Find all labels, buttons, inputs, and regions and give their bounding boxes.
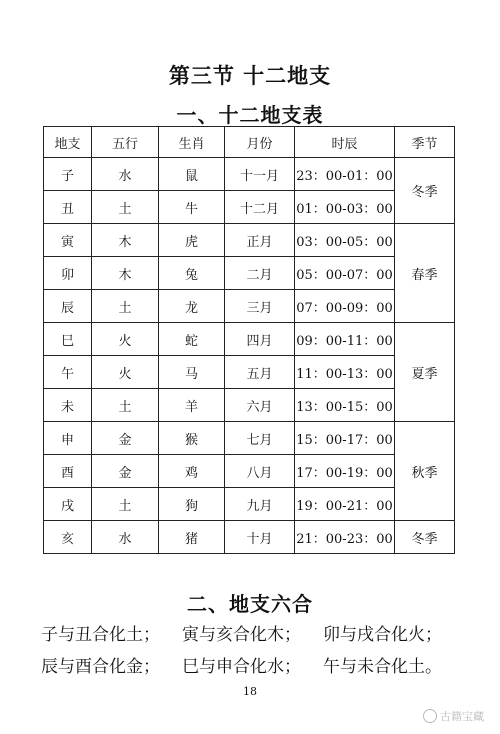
cell-shichen: 21：00-23：00 (295, 521, 395, 554)
cell-shichen: 17：00-19：00 (295, 455, 395, 488)
cell-yuefen: 二月 (225, 257, 295, 290)
liuhe-line (41, 620, 464, 645)
table-row (44, 488, 455, 521)
page-number: 18 (243, 685, 257, 698)
cell-shichen: 05：00-07：00 (295, 257, 395, 290)
cell-shengxiao: 鸡 (159, 455, 225, 488)
cell-dizhi: 卯 (44, 257, 92, 290)
header-yuefen: 月份 (225, 127, 295, 158)
cell-wuxing: 土 (92, 191, 159, 224)
cell-wuxing: 水 (92, 158, 159, 191)
table-row (44, 191, 455, 224)
cell-shengxiao: 兔 (159, 257, 225, 290)
cell-dizhi: 酉 (44, 455, 92, 488)
header-shengxiao: 生肖 (159, 127, 225, 158)
liuhe-line (41, 652, 464, 677)
cell-shichen: 11：00-13：00 (295, 356, 395, 389)
cell-yuefen: 四月 (225, 323, 295, 356)
cell-dizhi: 未 (44, 389, 92, 422)
cell-yuefen: 十二月 (225, 191, 295, 224)
dizhi-table (43, 126, 455, 554)
table-row (44, 422, 455, 455)
liuhe-item: 卯与戌合化火； (323, 625, 442, 645)
cell-wuxing: 火 (92, 356, 159, 389)
cell-wuxing: 金 (92, 455, 159, 488)
cell-dizhi: 寅 (44, 224, 92, 257)
watermark-logo-icon (423, 709, 437, 723)
cell-shichen: 23：00-01：00 (295, 158, 395, 191)
table-body (44, 158, 455, 554)
cell-dizhi: 巳 (44, 323, 92, 356)
cell-shichen: 09：00-11：00 (295, 323, 395, 356)
cell-wuxing: 水 (92, 521, 159, 554)
cell-wuxing: 土 (92, 389, 159, 422)
header-dizhi: 地支 (44, 127, 92, 158)
cell-shengxiao: 猴 (159, 422, 225, 455)
cell-shengxiao: 虎 (159, 224, 225, 257)
table-row (44, 290, 455, 323)
cell-dizhi: 丑 (44, 191, 92, 224)
cell-dizhi: 申 (44, 422, 92, 455)
liuhe-item: 午与未合化土。 (323, 657, 442, 677)
table-heading: 一、十二地支表 (176, 103, 324, 127)
cell-wuxing: 金 (92, 422, 159, 455)
cell-yuefen: 六月 (225, 389, 295, 422)
table-row (44, 356, 455, 389)
cell-yuefen: 七月 (225, 422, 295, 455)
cell-shengxiao: 狗 (159, 488, 225, 521)
cell-yuefen: 九月 (225, 488, 295, 521)
cell-yuefen: 三月 (225, 290, 295, 323)
cell-jijie: 冬季 (395, 158, 455, 224)
cell-dizhi: 亥 (44, 521, 92, 554)
cell-shengxiao: 蛇 (159, 323, 225, 356)
table-row (44, 158, 455, 191)
cell-dizhi: 戌 (44, 488, 92, 521)
section-title: 第三节 十二地支 (168, 63, 332, 88)
cell-shengxiao: 鼠 (159, 158, 225, 191)
liuhe-item: 辰与酉合化金； (41, 657, 160, 677)
table-row (44, 389, 455, 422)
cell-shichen: 03：00-05：00 (295, 224, 395, 257)
watermark-text: 古籍宝藏 (440, 710, 484, 723)
cell-shichen: 15：00-17：00 (295, 422, 395, 455)
cell-shichen: 01：00-03：00 (295, 191, 395, 224)
cell-jijie: 秋季 (395, 422, 455, 521)
cell-yuefen: 八月 (225, 455, 295, 488)
cell-yuefen: 十月 (225, 521, 295, 554)
cell-shichen: 19：00-21：00 (295, 488, 395, 521)
cell-wuxing: 木 (92, 257, 159, 290)
cell-shichen: 07：00-09：00 (295, 290, 395, 323)
table-header-row (44, 127, 455, 158)
cell-wuxing: 火 (92, 323, 159, 356)
table-row (44, 224, 455, 257)
watermark (423, 708, 484, 724)
table-row (44, 455, 455, 488)
cell-shengxiao: 牛 (159, 191, 225, 224)
liuhe-item: 巳与申合化水； (182, 657, 301, 677)
cell-shengxiao: 龙 (159, 290, 225, 323)
liuhe-item: 子与丑合化土； (41, 625, 160, 645)
table-row (44, 257, 455, 290)
cell-wuxing: 土 (92, 290, 159, 323)
liuhe-item: 寅与亥合化木； (182, 625, 301, 645)
cell-shengxiao: 猪 (159, 521, 225, 554)
cell-dizhi: 辰 (44, 290, 92, 323)
cell-shengxiao: 马 (159, 356, 225, 389)
cell-shichen: 13：00-15：00 (295, 389, 395, 422)
cell-shengxiao: 羊 (159, 389, 225, 422)
cell-yuefen: 十一月 (225, 158, 295, 191)
header-wuxing: 五行 (92, 127, 159, 158)
cell-wuxing: 木 (92, 224, 159, 257)
table-row (44, 521, 455, 554)
liuhe-heading: 二、地支六合 (187, 592, 313, 616)
cell-wuxing: 土 (92, 488, 159, 521)
cell-dizhi: 午 (44, 356, 92, 389)
header-shichen: 时辰 (295, 127, 395, 158)
cell-yuefen: 正月 (225, 224, 295, 257)
header-jijie: 季节 (395, 127, 455, 158)
table-row (44, 323, 455, 356)
cell-jijie: 春季 (395, 224, 455, 323)
cell-yuefen: 五月 (225, 356, 295, 389)
cell-jijie: 夏季 (395, 323, 455, 422)
cell-dizhi: 子 (44, 158, 92, 191)
cell-jijie: 冬季 (395, 521, 455, 554)
